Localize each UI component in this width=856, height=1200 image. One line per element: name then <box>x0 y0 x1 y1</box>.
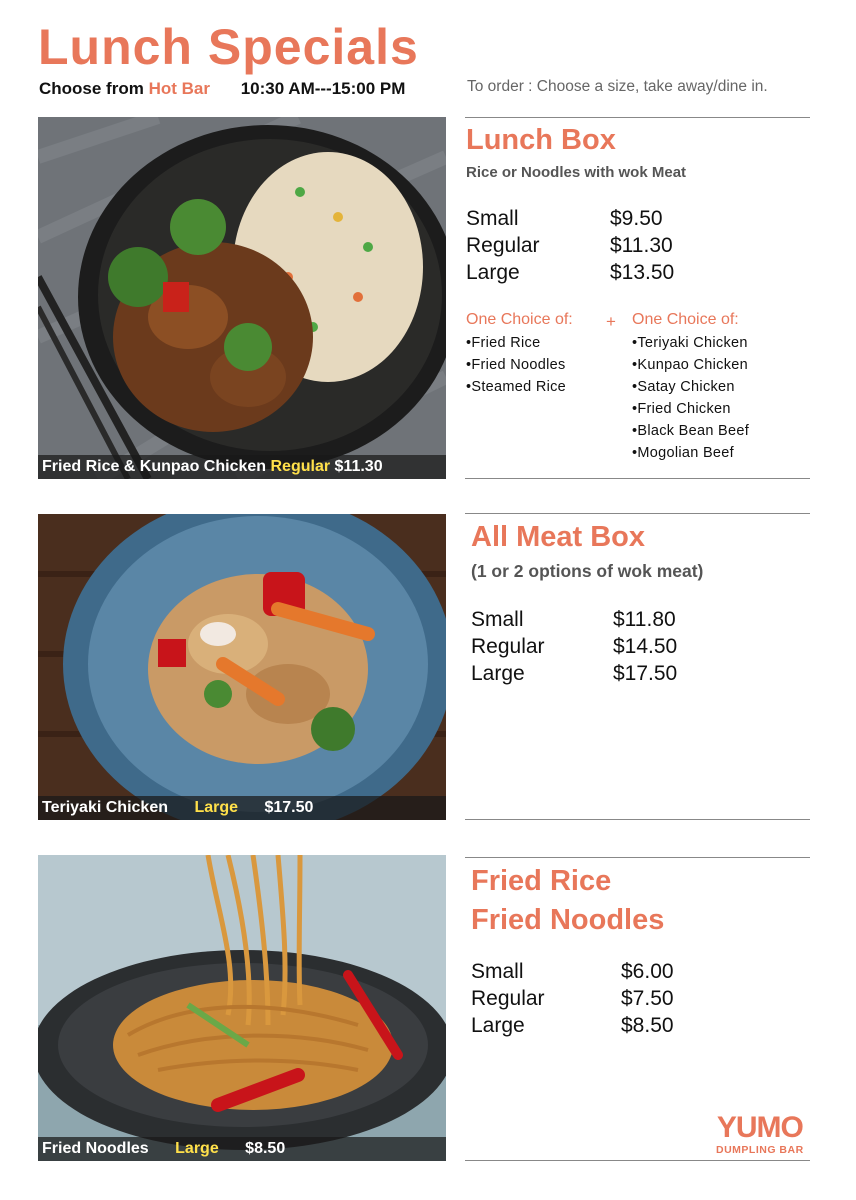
fried-rice-kunpao-image <box>38 117 446 479</box>
base-choice-heading: One Choice of: <box>466 311 573 328</box>
meat-choice-list <box>632 311 749 465</box>
size-price: $6.00 <box>621 960 674 983</box>
photo-caption <box>38 1137 446 1161</box>
lunch-box-title: Lunch Box <box>466 124 616 156</box>
teriyaki-chicken-image <box>38 514 446 820</box>
divider <box>465 117 810 118</box>
photo-dish-price: $11.30 <box>334 458 383 475</box>
fried-noodles-image <box>38 855 446 1161</box>
list-item: •Mogolian Beef <box>632 445 734 461</box>
meat-choice-heading: One Choice of: <box>632 311 739 328</box>
list-item: •Teriyaki Chicken <box>632 335 748 351</box>
plus-sign: + <box>606 312 616 331</box>
size-price: $7.50 <box>621 987 674 1010</box>
divider <box>465 478 810 479</box>
list-item: •Fried Rice <box>466 335 541 351</box>
fried-noodles-title: Fried Noodles <box>471 904 665 937</box>
hot-bar-label: Hot Bar <box>148 79 210 98</box>
list-item: •Fried Noodles <box>466 357 566 373</box>
list-item: •Black Bean Beef <box>632 423 750 439</box>
size-price: $8.50 <box>621 1014 674 1037</box>
divider <box>465 513 810 514</box>
logo-brand: YUMO <box>716 1111 803 1144</box>
photo-dish-size: Regular <box>270 458 331 475</box>
fried-noodles-photo <box>38 855 446 1161</box>
list-item: •Steamed Rice <box>466 379 567 395</box>
photo-caption <box>38 796 446 820</box>
list-item: •Kunpao Chicken <box>632 357 748 373</box>
photo-dish-name: Fried Noodles <box>42 1140 149 1157</box>
photo-dish-price: $17.50 <box>264 799 314 816</box>
page-title: Lunch Specials <box>38 19 419 75</box>
size-label: Small <box>471 608 524 631</box>
fried-box-title <box>471 862 664 941</box>
hot-bar-line <box>39 79 405 99</box>
size-price: $9.50 <box>610 207 663 230</box>
photo-dish-size: Large <box>175 1140 219 1157</box>
size-label: Regular <box>466 234 540 257</box>
size-label: Large <box>466 261 520 284</box>
divider <box>465 857 810 858</box>
service-hours: 10:30 AM---15:00 PM <box>240 79 406 98</box>
photo-dish-size: Large <box>194 799 239 816</box>
divider <box>465 1160 810 1161</box>
size-price: $17.50 <box>613 662 678 685</box>
size-price: $11.30 <box>610 234 673 257</box>
size-label: Large <box>471 662 525 685</box>
photo-dish-price: $8.50 <box>245 1140 286 1157</box>
list-item: •Satay Chicken <box>632 379 735 395</box>
photo-dish-name: Teriyaki Chicken <box>42 799 168 816</box>
fried-rice-title: Fried Rice <box>471 865 612 897</box>
photo-caption <box>38 455 446 479</box>
size-label: Small <box>471 960 524 983</box>
list-item: •Fried Chicken <box>632 401 731 417</box>
teriyaki-chicken-photo <box>38 514 446 820</box>
size-price: $14.50 <box>613 635 678 658</box>
size-label: Large <box>471 1014 525 1037</box>
logo-tagline: DUMPLING BAR <box>716 1144 804 1156</box>
photo-dish-name: Fried Rice & Kunpao Chicken <box>42 458 267 475</box>
size-label: Regular <box>471 987 545 1010</box>
all-meat-box-description: (1 or 2 options of wok meat) <box>471 561 704 581</box>
size-label: Small <box>466 207 519 230</box>
yumo-logo <box>716 1112 804 1156</box>
base-choice-list <box>466 311 573 399</box>
all-meat-box-title: All Meat Box <box>471 521 646 553</box>
divider <box>465 819 810 820</box>
fried-rice-kunpao-photo <box>38 117 446 479</box>
size-price: $11.80 <box>613 608 676 631</box>
order-instructions: To order : Choose a size, take away/dine in. <box>467 78 768 95</box>
lunch-box-description: Rice or Noodles with wok Meat <box>466 164 687 181</box>
choose-prefix: Choose from <box>39 79 144 98</box>
size-price: $13.50 <box>610 261 675 284</box>
size-label: Regular <box>471 635 545 658</box>
